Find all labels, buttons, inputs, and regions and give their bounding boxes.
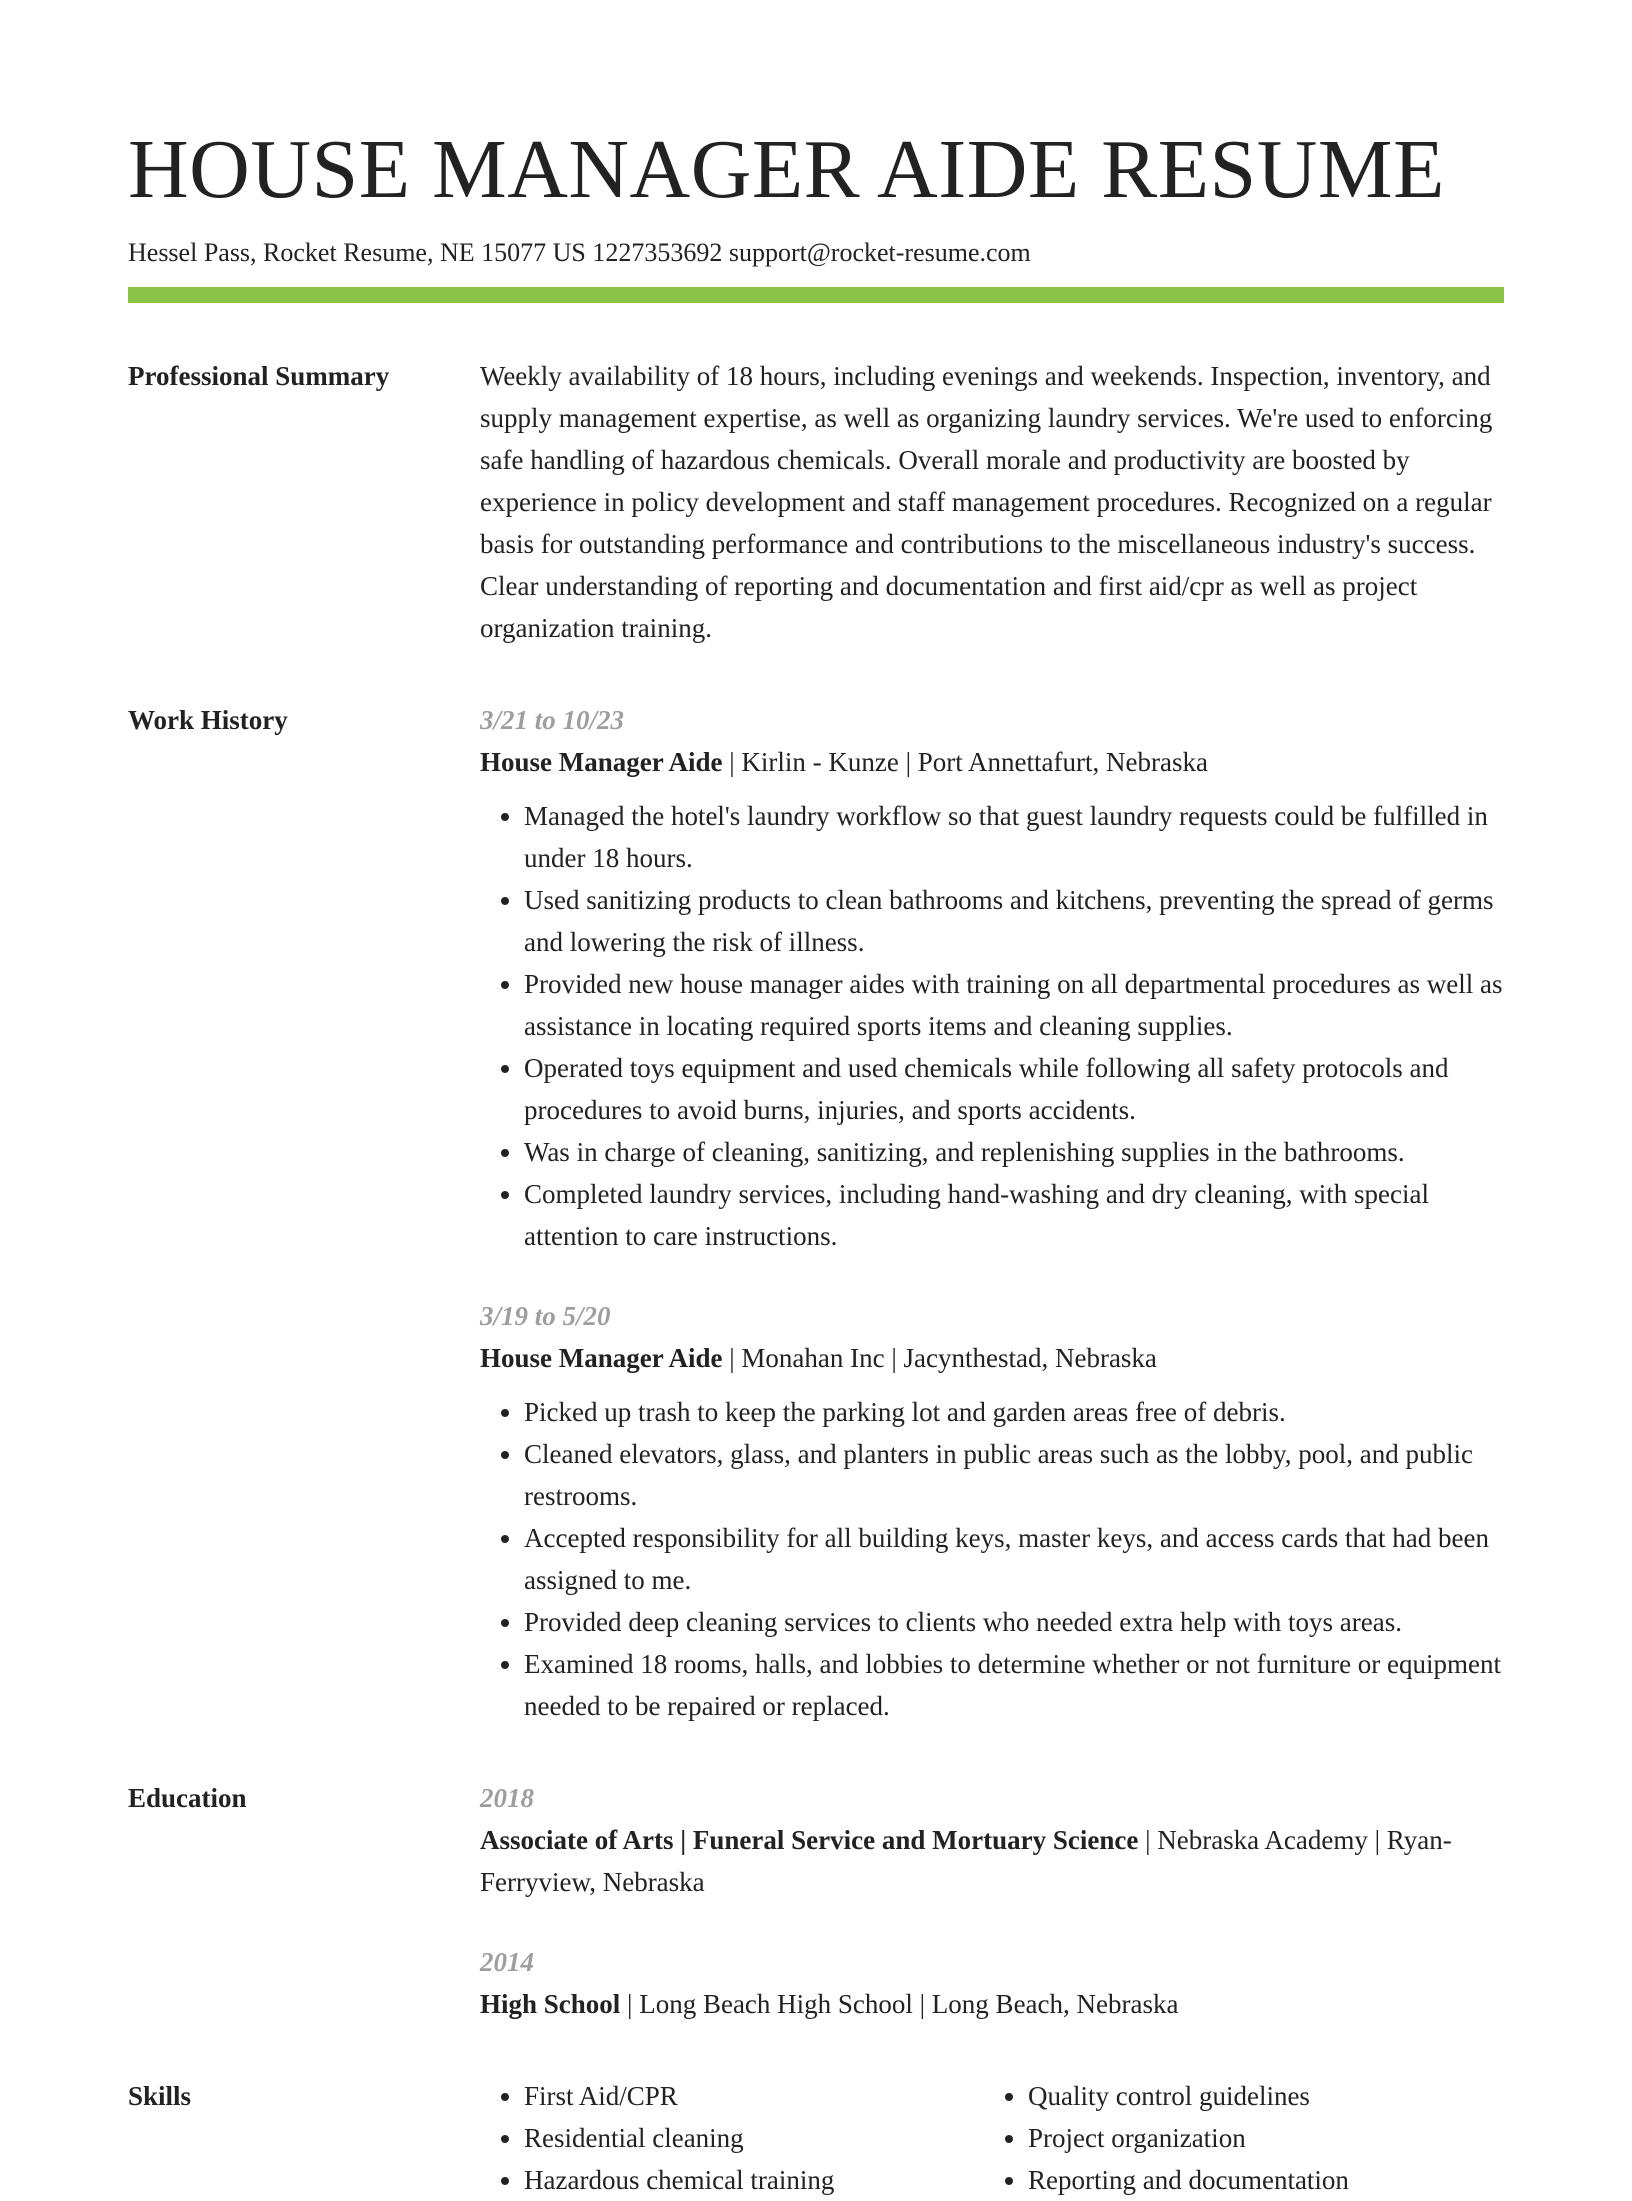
resume-page [128,0,1504,2201]
job-dates: 3/21 to 10/23 [480,705,625,735]
skills-list-left [480,2075,984,2201]
work-history-heading: Work History [128,705,288,735]
job-bullet: • Accepted responsibility for all building keys, master keys, and access cards that had been assigned to me. [524,1517,1504,1601]
accent-divider [128,287,1504,303]
education-degree-line [480,1983,1504,2025]
work-history-section [128,699,1504,1727]
education-school: | Nebraska Academy | Ryan-Ferryview, Nebraska [480,1825,1452,1897]
education-degree: Associate of Arts | Funeral Service and Mortuary Science [480,1825,1139,1855]
summary-heading: Professional Summary [128,361,390,391]
job-role: House Manager Aide [480,747,723,777]
education-entry [480,1777,1504,1903]
job-bullet: • Completed laundry services, including hand-washing and dry cleaning, with special attention to care instructions. [524,1173,1504,1257]
job-title-line [480,741,1504,783]
job-bullet: • Was in charge of cleaning, sanitizing, and replenishing supplies in the bathrooms. [524,1131,1504,1173]
contact-line: Hessel Pass, Rocket Resume, NE 15077 US 1227353692 support@rocket-resume.com [128,238,1031,267]
job-bullet: • Examined 18 rooms, halls, and lobbies to determine whether or not furniture or equipment needed to be repaired or replaced. [524,1643,1504,1727]
skills-body [480,2075,1504,2201]
job-company-location: | Monahan Inc | Jacynthestad, Nebraska [722,1343,1157,1373]
skill-item: • First Aid/CPR [524,2075,984,2117]
summary-section [128,355,1504,649]
work-history-body [480,699,1504,1727]
skill-item: • Hazardous chemical training [524,2159,984,2201]
job-bullet-list [480,795,1504,1257]
resume-title: HOUSE MANAGER AIDE RESUME [128,123,1445,216]
skill-item: • Project organization [1028,2117,1488,2159]
education-year: 2018 [480,1783,534,1813]
education-entry [480,1941,1504,2025]
skills-section [128,2075,1504,2201]
job-title-line [480,1337,1504,1379]
skills-heading: Skills [128,2081,192,2111]
education-body [480,1777,1504,2025]
job-company-location: | Kirlin - Kunze | Port Annettafurt, Nebraska [722,747,1208,777]
job-bullet: • Cleaned elevators, glass, and planters in public areas such as the lobby, pool, and public restrooms. [524,1433,1504,1517]
summary-text: Weekly availability of 18 hours, including evenings and weekends. Inspection, inventory, and supply management expertise, as well as organizing laundry services. We're used to enforcing safe handling of hazardous chemicals. Overall morale and productivity are boosted by experience in policy development and staff management procedures. Recognized on a regular basis for outstanding performance and contributions to the miscellaneous industry's success. Clear understanding of reporting and documentation and first aid/cpr as well as project organization training. [480,361,1493,643]
education-school: | Long Beach High School | Long Beach, Nebraska [620,1989,1179,2019]
skill-item: • Reporting and documentation [1028,2159,1488,2201]
education-year: 2014 [480,1947,534,1977]
job-bullet: • Operated toys equipment and used chemicals while following all safety protocols and procedures to avoid burns, injuries, and sports accidents. [524,1047,1504,1131]
education-degree-line [480,1819,1504,1903]
skill-item: • Quality control guidelines [1028,2075,1488,2117]
education-heading: Education [128,1783,247,1813]
skills-list-right [984,2075,1488,2201]
job-dates: 3/19 to 5/20 [480,1301,611,1331]
job-bullet: • Picked up trash to keep the parking lot and garden areas free of debris. [524,1391,1504,1433]
education-section [128,1777,1504,2025]
job-bullet: • Provided deep cleaning services to clients who needed extra help with toys areas. [524,1601,1504,1643]
job-role: House Manager Aide [480,1343,723,1373]
skill-item: • Residential cleaning [524,2117,984,2159]
job-bullet-list [480,1391,1504,1727]
education-degree: High School [480,1989,621,2019]
job-bullet: • Managed the hotel's laundry workflow so that guest laundry requests could be fulfilled in under 18 hours. [524,795,1504,879]
job-entry [480,1295,1504,1727]
job-bullet: • Provided new house manager aides with training on all departmental procedures as well as assistance in locating required sports items and cleaning supplies. [524,963,1504,1047]
summary-body [480,355,1504,649]
job-bullet: • Used sanitizing products to clean bathrooms and kitchens, preventing the spread of germs and lowering the risk of illness. [524,879,1504,963]
job-entry [480,699,1504,1257]
